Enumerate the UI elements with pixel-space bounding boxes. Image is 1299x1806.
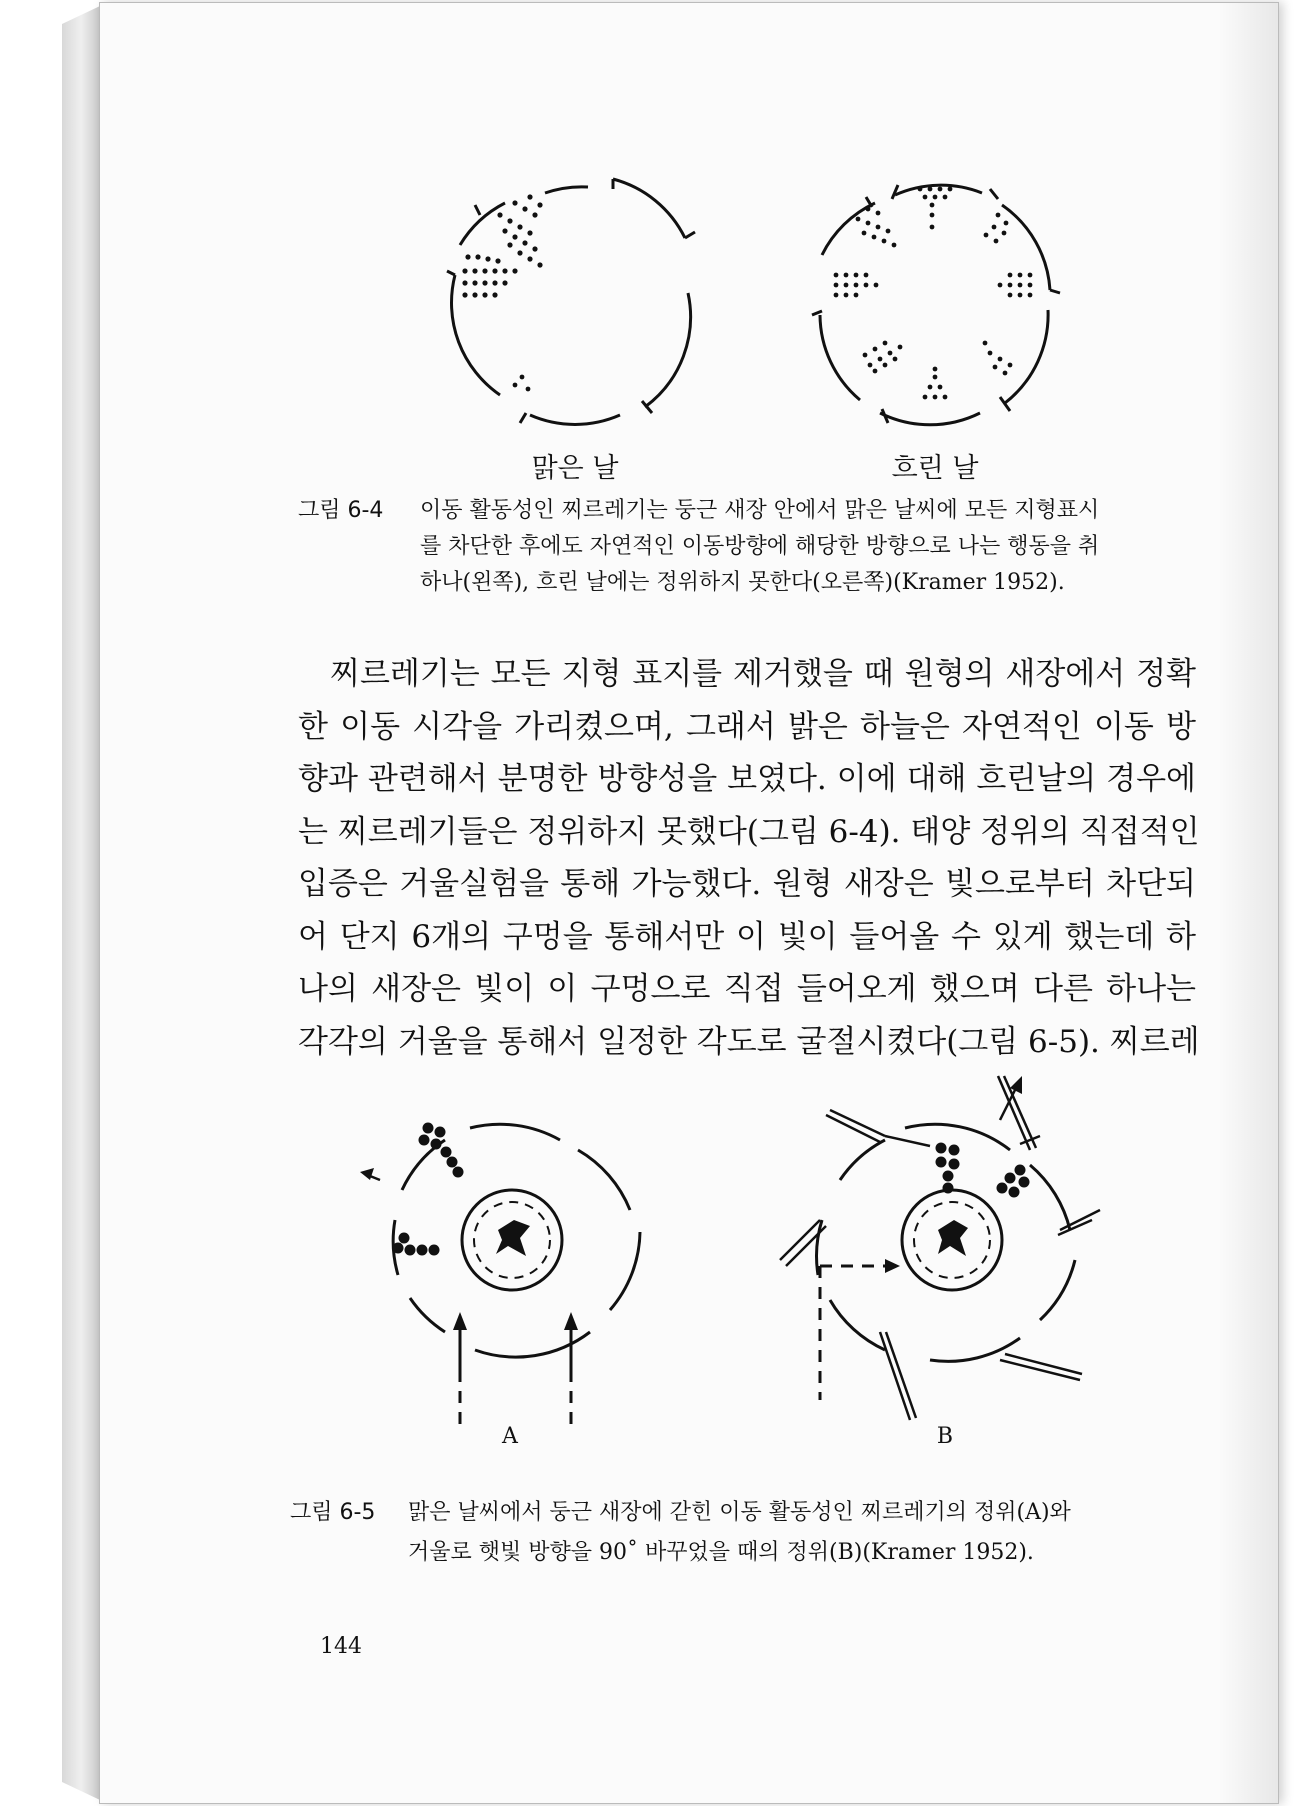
body-line: 입증은 거울실험을 통해 가능했다. 원형 새장은 빛으로부터 차단되: [298, 866, 1196, 902]
diagram-b-label: B: [936, 1424, 954, 1449]
page-edge-shadow: [1218, 3, 1278, 1803]
diagram-a-bird: [496, 1220, 530, 1256]
body-line: 향과 관련해서 분명한 방향성을 보였다. 이에 대해 흐린날의 경우에: [298, 761, 1196, 797]
figure-6-4-number: 그림 6-4: [298, 498, 384, 523]
figure-6-5-number: 그림 6-5: [290, 1500, 376, 1525]
cloudy-day-label: 흐린 날: [891, 453, 979, 484]
page-number: 144: [320, 1634, 362, 1659]
figure-6-4-caption: [298, 494, 1198, 604]
cloudy-day-cage-diagram: [812, 185, 1060, 425]
diagram-a: [360, 1124, 640, 1425]
body-line: 어 단지 6개의 구멍을 통해서만 이 빛이 들어올 수 있게 했는데 하: [298, 918, 1196, 955]
caption-line: 거울로 햇빛 방향을 90˚ 바꾸었을 때의 정위(B)(Kramer 1952).: [408, 1540, 1034, 1565]
book-spine: [62, 6, 100, 1800]
clear-day-label: 맑은 날: [531, 453, 619, 484]
body-line: 한 이동 시각을 가리켰으며, 그래서 밝은 하늘은 자연적인 이동 방: [298, 708, 1196, 745]
body-line: 각각의 거울을 통해서 일정한 각도로 굴절시켰다(그림 6-5). 찌르레: [298, 1023, 1200, 1060]
cloudy-day-dots: [834, 187, 1033, 400]
figure-6-5-diagrams: [340, 1070, 1180, 1440]
diagram-a-label: A: [502, 1424, 518, 1449]
figure-6-5-caption: [290, 1496, 1200, 1576]
caption-line: 를 차단한 후에도 자연적인 이동방향에 해당한 방향으로 나는 행동을 취: [420, 534, 1100, 559]
diagram-b-dots: [936, 1143, 1030, 1198]
body-line: 나의 새장은 빛이 이 구멍으로 직접 들어오게 했으며 다른 하나는: [298, 971, 1196, 1007]
caption-line: 맑은 날씨에서 둥근 새장에 갇힌 이동 활동성인 찌르레기의 정위(A)와: [408, 1500, 1071, 1525]
clear-day-cage-diagram: [447, 179, 695, 424]
figure-6-4-diagrams: [420, 175, 1220, 435]
body-line: 는 찌르레기들은 정위하지 못했다(그림 6-4). 태양 정위의 직접적인: [298, 813, 1200, 850]
body-line: 찌르레기는 모든 지형 표지를 제거했을 때 원형의 새장에서 정확: [330, 656, 1196, 692]
body-paragraph: [298, 648, 1200, 1068]
caption-line: 이동 활동성인 찌르레기는 둥근 새장 안에서 맑은 날씨에 모든 지형표시: [420, 498, 1100, 523]
caption-line: 하나(왼쪽), 흐린 날에는 정위하지 못한다(오른쪽)(Kramer 1952).: [420, 570, 1065, 595]
diagram-b-bird: [938, 1220, 968, 1256]
